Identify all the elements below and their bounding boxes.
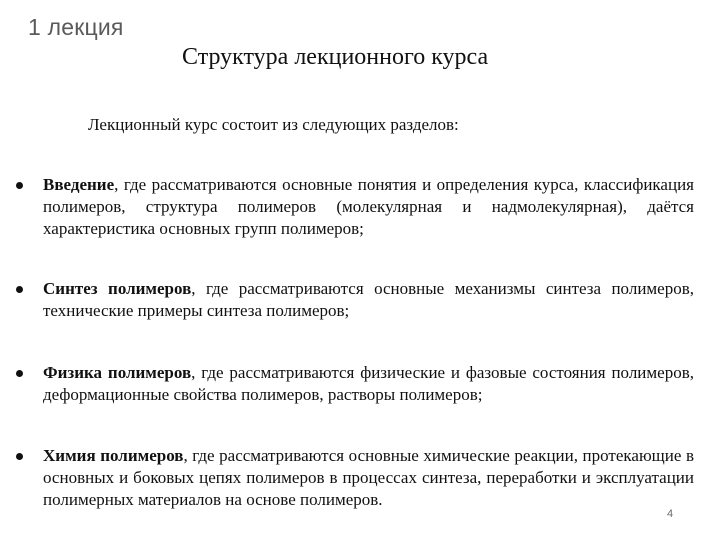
page-title: Структура лекционного курса: [182, 44, 489, 70]
bullet-icon: [16, 370, 23, 377]
section-description: [43, 278, 694, 322]
section-description: [43, 174, 694, 240]
section-term: Синтез полимеров: [43, 279, 192, 298]
section-description: [43, 445, 694, 511]
section-term: Введение: [43, 175, 115, 194]
bullet-icon: [16, 182, 23, 189]
section-term: Физика полимеров: [43, 363, 192, 382]
list-item: [16, 174, 694, 240]
list-item: [16, 362, 694, 406]
lecture-label: 1 лекция: [28, 14, 124, 40]
section-text: , где рассматриваются физические и фазовые состояния полимеров, деформационные свойства полимеров, растворы полимеров;: [43, 363, 694, 404]
section-term: Химия полимеров: [43, 446, 184, 465]
intro-text: Лекционный курс состоит из следующих разделов:: [88, 115, 459, 134]
list-item: [16, 278, 694, 322]
bullet-icon: [16, 453, 23, 460]
list-item: [16, 445, 694, 511]
bullet-icon: [16, 286, 23, 293]
section-description: [43, 362, 694, 406]
page-number: 4: [667, 508, 674, 520]
section-text: , где рассматриваются основные химические реакции, протекающие в основных и боковых цепях полимеров в процессах синтеза, переработки и эксплуатации полимерных материалов на основе полимеров.: [43, 446, 694, 509]
section-text: , где рассматриваются основные механизмы синтеза полимеров, технические примеры синтеза полимеров;: [43, 279, 694, 320]
section-text: , где рассматриваются основные понятия и определения курса, классификация полимеров, структура полимеров (молекулярная и надмолекулярная), даётся характеристика основных групп полимеров;: [43, 175, 694, 238]
